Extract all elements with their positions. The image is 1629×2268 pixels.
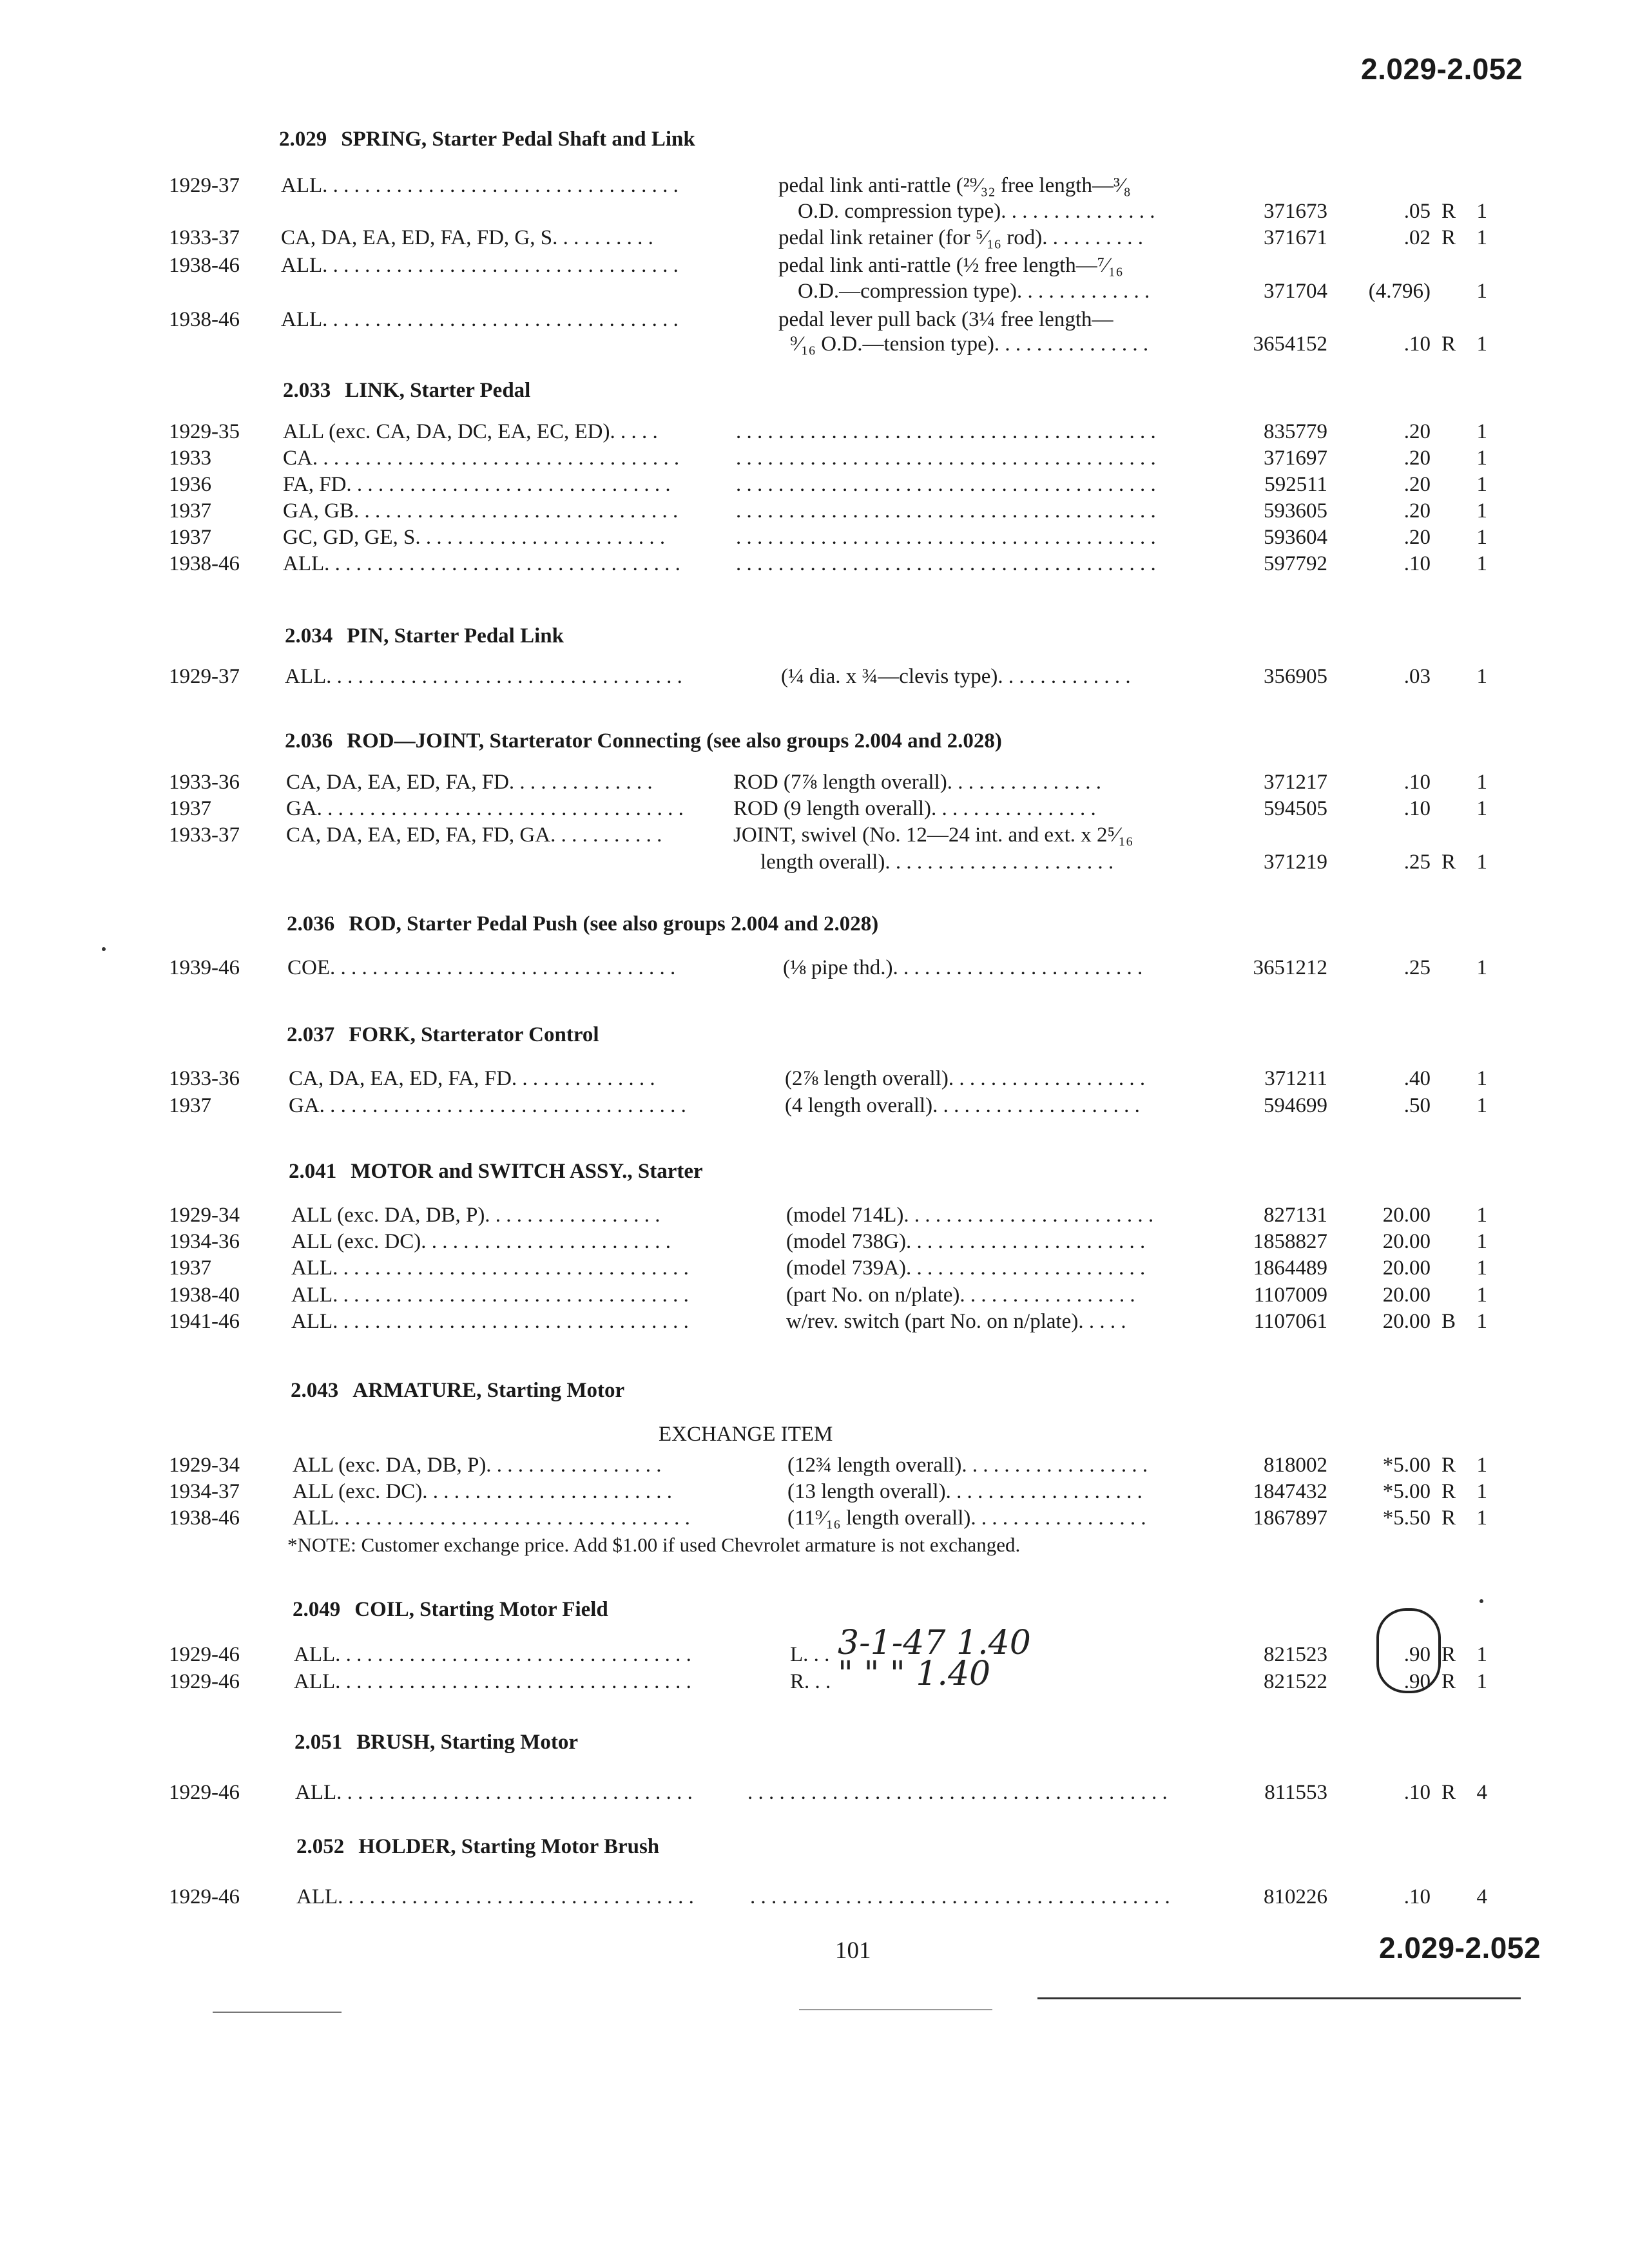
description-cell: (⅛ pipe thd.). . . . . . . . . . . . . . . . . . . . . . . .: [783, 956, 1143, 979]
year-cell: 1937: [169, 526, 211, 549]
price-cell: .10: [1403, 797, 1431, 820]
part-number-cell: 811553: [1264, 1781, 1327, 1804]
part-number-cell: 1864489: [1253, 1256, 1327, 1280]
price-cell: .25: [1403, 956, 1431, 979]
part-number-cell: 818002: [1264, 1454, 1327, 1477]
models-cell: ALL. . . . . . . . . . . . . . . . . . . . . . . . . . . . . . . . . .: [281, 174, 679, 197]
year-cell: 1941-46: [169, 1310, 240, 1333]
description-cell: (12¾ length overall). . . . . . . . . . . . . . . . . .: [787, 1454, 1148, 1477]
part-number-cell: 594699: [1264, 1094, 1327, 1117]
price-cell: 20.00: [1382, 1256, 1431, 1280]
part-row: [0, 1310, 1629, 1338]
part-number-cell: 821523: [1264, 1643, 1327, 1666]
price-cell: .20: [1403, 526, 1431, 549]
bottom-left-rule: [213, 2012, 342, 2013]
description-cell: (2⅞ length overall). . . . . . . . . . . . . . . . . . .: [785, 1067, 1146, 1090]
coil-right-label: R. . .: [790, 1670, 831, 1693]
quantity-cell: 1: [1476, 665, 1487, 688]
price-cell: 20.00: [1382, 1310, 1431, 1333]
section-title: SPRING, Starter Pedal Shaft and Link: [341, 128, 695, 151]
flag-cell: R: [1441, 1670, 1456, 1693]
price-cell: .02: [1403, 226, 1431, 249]
part-row: [0, 226, 1629, 255]
quantity-cell: 1: [1476, 771, 1487, 794]
description-cell: O.D. compression type). . . . . . . . . . . . . . .: [798, 200, 1155, 223]
description-cell: JOINT, swivel (No. 12—24 int. and ext. x 2⁵⁄₁₆: [733, 823, 1133, 847]
models-cell: ALL. . . . . . . . . . . . . . . . . . . . . . . . . . . . . . . . . .: [281, 308, 679, 331]
description-cell: (11⁹⁄₁₆ length overall). . . . . . . . . . . . . . . . .: [787, 1506, 1146, 1530]
quantity-cell: 1: [1476, 280, 1487, 303]
price-cell: *5.00: [1382, 1454, 1431, 1477]
price-cell: 20.00: [1382, 1230, 1431, 1253]
quantity-cell: 1: [1476, 1670, 1487, 1693]
price-cell: .50: [1403, 1094, 1431, 1117]
part-row: [0, 1230, 1629, 1258]
section-number: 2.041: [289, 1160, 337, 1183]
models-cell: ALL. . . . . . . . . . . . . . . . . . . . . . . . . . . . . . . . . .: [291, 1256, 689, 1280]
bottom-mid-rule: [799, 2009, 992, 2010]
models-cell: CA, DA, EA, ED, FA, FD, G, S. . . . . . . . . .: [281, 226, 653, 249]
models-cell: ALL. . . . . . . . . . . . . . . . . . . . . . . . . . . . . . . . . .: [293, 1506, 690, 1530]
part-number-cell: 371704: [1264, 280, 1327, 303]
part-number-cell: 371217: [1264, 771, 1327, 794]
quantity-cell: 1: [1476, 1506, 1487, 1530]
quantity-cell: 1: [1476, 200, 1487, 223]
models-cell: GA. . . . . . . . . . . . . . . . . . . . . . . . . . . . . . . . . . .: [286, 797, 684, 820]
part-row: [0, 1454, 1629, 1482]
price-cell: .10: [1403, 332, 1431, 356]
models-cell: ALL (exc. CA, DA, DC, EA, EC, ED). . . . .: [283, 420, 658, 443]
price-cell: .20: [1403, 447, 1431, 470]
models-cell: ALL (exc. DC). . . . . . . . . . . . . . . . . . . . . . . .: [293, 1480, 673, 1503]
models-cell: ALL. . . . . . . . . . . . . . . . . . . . . . . . . . . . . . . . . .: [294, 1643, 691, 1666]
section-title: BRUSH, Starting Motor: [356, 1731, 578, 1754]
year-cell: 1929-34: [169, 1454, 240, 1477]
price-cell: .20: [1403, 499, 1431, 523]
quantity-cell: 4: [1476, 1781, 1487, 1804]
part-row: [0, 1480, 1629, 1508]
section-title: HOLDER, Starting Motor Brush: [358, 1835, 660, 1858]
part-row: [0, 552, 1629, 581]
section-heading-2-049: [293, 1598, 608, 1622]
year-cell: 1929-37: [169, 174, 240, 197]
price-cell: .20: [1403, 473, 1431, 496]
section-heading-2-051: [294, 1731, 578, 1754]
section-heading-2-033: [283, 379, 530, 403]
models-cell: ALL (exc. DA, DB, P). . . . . . . . . . . . . . . . .: [293, 1454, 662, 1477]
flag-cell: R: [1441, 850, 1456, 874]
description-cell: . . . . . . . . . . . . . . . . . . . . . . . . . . . . . . . . . . . . . . . .: [750, 1885, 1170, 1908]
part-row: [0, 499, 1629, 528]
exchange-item-label: EXCHANGE ITEM: [659, 1423, 833, 1446]
part-number-cell: 356905: [1264, 665, 1327, 688]
section-title: ROD—JOINT, Starterator Connecting (see also groups 2.004 and 2.028): [347, 729, 1002, 753]
part-row: [0, 1781, 1629, 1809]
year-cell: 1933-37: [169, 226, 240, 249]
coil-left-label: L. . .: [790, 1643, 830, 1666]
section-title: ARMATURE, Starting Motor: [352, 1379, 625, 1402]
section-title: FORK, Starterator Control: [349, 1023, 599, 1046]
description-cell: . . . . . . . . . . . . . . . . . . . . . . . . . . . . . . . . . . . . . . . .: [747, 1781, 1168, 1804]
description-cell: (model 739A). . . . . . . . . . . . . . . . . . . . . . .: [786, 1256, 1146, 1280]
price-cell: .90: [1403, 1643, 1431, 1666]
part-row: [0, 956, 1629, 985]
flag-cell: R: [1441, 1643, 1456, 1666]
quantity-cell: 1: [1476, 1310, 1487, 1333]
description-cell: pedal link anti-rattle (²⁹⁄₃₂ free length—³⁄₈: [778, 174, 1131, 197]
flag-cell: R: [1441, 332, 1456, 356]
year-cell: 1929-35: [169, 420, 240, 443]
section-number: 2.049: [293, 1598, 341, 1621]
part-number-cell: 597792: [1264, 552, 1327, 575]
description-cell: (13 length overall). . . . . . . . . . . . . . . . . . .: [787, 1480, 1142, 1503]
price-cell: .25: [1403, 850, 1431, 874]
page-number: 101: [835, 1937, 871, 1964]
year-cell: 1936: [169, 473, 211, 496]
models-cell: ALL. . . . . . . . . . . . . . . . . . . . . . . . . . . . . . . . . .: [294, 1670, 691, 1693]
description-cell: ROD (9 length overall). . . . . . . . . . . . . . . .: [733, 797, 1096, 820]
models-cell: ALL. . . . . . . . . . . . . . . . . . . . . . . . . . . . . . . . . .: [291, 1283, 689, 1307]
year-cell: 1929-37: [169, 665, 240, 688]
year-cell: 1933-36: [169, 771, 240, 794]
description-cell: . . . . . . . . . . . . . . . . . . . . . . . . . . . . . . . . . . . . . . . .: [736, 473, 1156, 496]
price-cell: .03: [1403, 665, 1431, 688]
models-cell: CA, DA, EA, ED, FA, FD. . . . . . . . . . . . . .: [289, 1067, 655, 1090]
models-cell: ALL. . . . . . . . . . . . . . . . . . . . . . . . . . . . . . . . . .: [283, 552, 680, 575]
description-cell: . . . . . . . . . . . . . . . . . . . . . . . . . . . . . . . . . . . . . . . .: [736, 420, 1156, 443]
section-title: LINK, Starter Pedal: [345, 379, 531, 402]
models-cell: ALL (exc. DA, DB, P). . . . . . . . . . . . . . . . .: [291, 1204, 660, 1227]
part-number-cell: 3654152: [1253, 332, 1327, 356]
flag-cell: R: [1441, 1506, 1456, 1530]
part-number-cell: 1847432: [1253, 1480, 1327, 1503]
section-heading-2-037: [287, 1023, 599, 1047]
year-cell: 1937: [169, 797, 211, 820]
year-cell: 1929-46: [169, 1885, 240, 1908]
models-cell: CA, DA, EA, ED, FA, FD, GA. . . . . . . . . . .: [286, 823, 662, 847]
flag-cell: R: [1441, 1454, 1456, 1477]
price-circle-mark: [1376, 1608, 1441, 1693]
price-cell: .40: [1403, 1067, 1431, 1090]
price-cell: 20.00: [1382, 1204, 1431, 1227]
description-cell: pedal link retainer (for ⁵⁄₁₆ rod). . . . . . . . . .: [778, 226, 1144, 249]
quantity-cell: 1: [1476, 1454, 1487, 1477]
part-row: [0, 200, 1629, 228]
description-cell: . . . . . . . . . . . . . . . . . . . . . . . . . . . . . . . . . . . . . . . .: [736, 447, 1156, 470]
section-number: 2.036: [287, 912, 335, 936]
quantity-cell: 1: [1476, 797, 1487, 820]
section-number: 2.051: [294, 1731, 343, 1754]
price-cell: .90: [1403, 1670, 1431, 1693]
section-number: 2.033: [283, 379, 331, 402]
year-cell: 1939-46: [169, 956, 240, 979]
coil-right-handwriting: " " " 1.40: [838, 1655, 991, 1693]
section-title: MOTOR and SWITCH ASSY., Starter: [351, 1160, 703, 1183]
description-cell: (model 714L). . . . . . . . . . . . . . . . . . . . . . . .: [786, 1204, 1154, 1227]
description-cell: (model 738G). . . . . . . . . . . . . . . . . . . . . . .: [786, 1230, 1146, 1253]
section-heading-2-043: [291, 1379, 624, 1403]
models-cell: FA, FD. . . . . . . . . . . . . . . . . . . . . . . . . . . . . . .: [283, 473, 671, 496]
year-cell: 1929-46: [169, 1670, 240, 1693]
quantity-cell: 1: [1476, 226, 1487, 249]
description-cell: pedal link anti-rattle (½ free length—⁷⁄₁₆: [778, 254, 1123, 277]
year-cell: 1934-36: [169, 1230, 240, 1253]
price-cell: .10: [1403, 1885, 1431, 1908]
description-cell: (¼ dia. x ¾—clevis type). . . . . . . . . . . . .: [781, 665, 1131, 688]
quantity-cell: 1: [1476, 332, 1487, 356]
part-number-cell: 1867897: [1253, 1506, 1327, 1530]
section-heading-2-029: [279, 128, 695, 151]
year-cell: 1937: [169, 1094, 211, 1117]
section-heading-2-036-joint: [285, 729, 1002, 753]
year-cell: 1938-46: [169, 552, 240, 575]
exchange-note: *NOTE: Customer exchange price. Add $1.00 if used Chevrolet armature is not exchanged.: [287, 1533, 1021, 1556]
section-title: PIN, Starter Pedal Link: [347, 624, 564, 648]
year-cell: 1938-46: [169, 254, 240, 277]
part-row: [0, 823, 1629, 852]
part-row: [0, 332, 1629, 361]
quantity-cell: 1: [1476, 1067, 1487, 1090]
part-row: [0, 254, 1629, 282]
part-row: [0, 1204, 1629, 1232]
year-cell: 1933: [169, 447, 211, 470]
part-number-cell: 371697: [1264, 447, 1327, 470]
part-number-cell: 821522: [1264, 1670, 1327, 1693]
coil-left-handwriting: 3-1-47 1.40: [838, 1624, 1031, 1662]
models-cell: ALL. . . . . . . . . . . . . . . . . . . . . . . . . . . . . . . . . .: [285, 665, 682, 688]
part-number-cell: 371211: [1264, 1067, 1327, 1090]
quantity-cell: 1: [1476, 1230, 1487, 1253]
description-cell: (part No. on n/plate). . . . . . . . . . . . . . . . .: [786, 1283, 1135, 1307]
part-row: [0, 797, 1629, 825]
year-cell: 1934-37: [169, 1480, 240, 1503]
models-cell: ALL (exc. DC). . . . . . . . . . . . . . . . . . . . . . . .: [291, 1230, 671, 1253]
year-cell: 1933-37: [169, 823, 240, 847]
part-row: [0, 280, 1629, 308]
models-cell: ALL. . . . . . . . . . . . . . . . . . . . . . . . . . . . . . . . . .: [291, 1310, 689, 1333]
part-row: [0, 420, 1629, 448]
part-row: [0, 850, 1629, 879]
year-cell: 1929-46: [169, 1781, 240, 1804]
models-cell: GA. . . . . . . . . . . . . . . . . . . . . . . . . . . . . . . . . . .: [289, 1094, 686, 1117]
models-cell: GA, GB. . . . . . . . . . . . . . . . . . . . . . . . . . . . . . .: [283, 499, 679, 523]
part-row: [0, 473, 1629, 501]
part-number-cell: 371673: [1264, 200, 1327, 223]
description-cell: ROD (7⅞ length overall). . . . . . . . . . . . . . .: [733, 771, 1102, 794]
price-cell: (4.796): [1368, 280, 1431, 303]
part-row: [0, 1067, 1629, 1095]
part-number-cell: 810226: [1264, 1885, 1327, 1908]
part-number-cell: 371219: [1264, 850, 1327, 874]
year-cell: 1929-46: [169, 1643, 240, 1666]
part-number-cell: 593604: [1264, 526, 1327, 549]
quantity-cell: 1: [1476, 956, 1487, 979]
models-cell: GC, GD, GE, S. . . . . . . . . . . . . . . . . . . . . . . .: [283, 526, 666, 549]
description-cell: ⁹⁄₁₆ O.D.—tension type). . . . . . . . . . . . . . .: [790, 332, 1149, 356]
flag-cell: R: [1441, 226, 1456, 249]
models-cell: ALL. . . . . . . . . . . . . . . . . . . . . . . . . . . . . . . . . .: [296, 1885, 694, 1908]
part-number-cell: 835779: [1264, 420, 1327, 443]
scan-speck: [102, 947, 106, 951]
part-number-cell: 1107061: [1253, 1310, 1327, 1333]
section-title: COIL, Starting Motor Field: [354, 1598, 608, 1621]
part-row: [0, 174, 1629, 202]
price-cell: .05: [1403, 200, 1431, 223]
quantity-cell: 1: [1476, 1256, 1487, 1280]
part-number-cell: 1107009: [1253, 1283, 1327, 1307]
scan-speck: [1480, 1599, 1483, 1603]
models-cell: COE. . . . . . . . . . . . . . . . . . . . . . . . . . . . . . . . .: [287, 956, 676, 979]
price-cell: *5.00: [1382, 1480, 1431, 1503]
description-cell: length overall). . . . . . . . . . . . . . . . . . . . . .: [760, 850, 1114, 874]
part-number-cell: 593605: [1264, 499, 1327, 523]
part-number-cell: 827131: [1264, 1204, 1327, 1227]
quantity-cell: 1: [1476, 1204, 1487, 1227]
section-heading-2-034: [285, 624, 564, 648]
price-cell: .10: [1403, 771, 1431, 794]
year-cell: 1937: [169, 499, 211, 523]
quantity-cell: 1: [1476, 552, 1487, 575]
description-cell: O.D.—compression type). . . . . . . . . . . . .: [798, 280, 1150, 303]
quantity-cell: 1: [1476, 420, 1487, 443]
quantity-cell: 1: [1476, 1283, 1487, 1307]
quantity-cell: 4: [1476, 1885, 1487, 1908]
section-number: 2.052: [296, 1835, 345, 1858]
section-number: 2.034: [285, 624, 333, 648]
section-heading-2-052: [296, 1835, 659, 1859]
year-cell: 1938-46: [169, 1506, 240, 1530]
part-row: [0, 1885, 1629, 1914]
price-cell: .10: [1403, 552, 1431, 575]
part-row: [0, 447, 1629, 475]
part-row: [0, 771, 1629, 799]
part-row: [0, 1283, 1629, 1312]
part-row: [0, 1094, 1629, 1122]
description-cell: . . . . . . . . . . . . . . . . . . . . . . . . . . . . . . . . . . . . . . . .: [736, 526, 1156, 549]
part-row: [0, 665, 1629, 693]
description-cell: . . . . . . . . . . . . . . . . . . . . . . . . . . . . . . . . . . . . . . . .: [736, 552, 1156, 575]
description-cell: w/rev. switch (part No. on n/plate). . . . .: [786, 1310, 1126, 1333]
price-cell: .10: [1403, 1781, 1431, 1804]
part-number-cell: 592511: [1264, 473, 1327, 496]
quantity-cell: 1: [1476, 499, 1487, 523]
description-cell: pedal lever pull back (3¼ free length—: [778, 308, 1113, 331]
models-cell: ALL. . . . . . . . . . . . . . . . . . . . . . . . . . . . . . . . . .: [281, 254, 679, 277]
quantity-cell: 1: [1476, 1480, 1487, 1503]
quantity-cell: 1: [1476, 447, 1487, 470]
models-cell: ALL. . . . . . . . . . . . . . . . . . . . . . . . . . . . . . . . . .: [295, 1781, 693, 1804]
section-number: 2.037: [287, 1023, 335, 1046]
description-cell: . . . . . . . . . . . . . . . . . . . . . . . . . . . . . . . . . . . . . . . .: [736, 499, 1156, 523]
page-range-bottom: 2.029-2.052: [1379, 1931, 1541, 1965]
price-cell: .20: [1403, 420, 1431, 443]
part-number-cell: 1858827: [1253, 1230, 1327, 1253]
flag-cell: R: [1441, 1480, 1456, 1503]
quantity-cell: 1: [1476, 526, 1487, 549]
description-cell: (4 length overall). . . . . . . . . . . . . . . . . . . .: [785, 1094, 1140, 1117]
flag-cell: R: [1441, 1781, 1456, 1804]
part-number-cell: 594505: [1264, 797, 1327, 820]
year-cell: 1938-46: [169, 308, 240, 331]
part-row: [0, 1256, 1629, 1285]
page-range-top: 2.029-2.052: [1361, 52, 1523, 86]
part-row: [0, 1506, 1629, 1535]
part-number-cell: 371671: [1264, 226, 1327, 249]
flag-cell: B: [1441, 1310, 1456, 1333]
flag-cell: R: [1441, 200, 1456, 223]
section-heading-2-036-rod: [287, 912, 878, 936]
price-cell: *5.50: [1382, 1506, 1431, 1530]
quantity-cell: 1: [1476, 473, 1487, 496]
bottom-rule: [1037, 1997, 1521, 1999]
section-number: 2.029: [279, 128, 327, 151]
quantity-cell: 1: [1476, 1094, 1487, 1117]
part-number-cell: 3651212: [1253, 956, 1327, 979]
quantity-cell: 1: [1476, 850, 1487, 874]
section-title: ROD, Starter Pedal Push (see also groups 2.004 and 2.028): [349, 912, 879, 936]
quantity-cell: 1: [1476, 1643, 1487, 1666]
part-row: [0, 526, 1629, 554]
year-cell: 1938-40: [169, 1283, 240, 1307]
price-cell: 20.00: [1382, 1283, 1431, 1307]
section-number: 2.043: [291, 1379, 339, 1402]
models-cell: CA. . . . . . . . . . . . . . . . . . . . . . . . . . . . . . . . . . .: [283, 447, 680, 470]
section-number: 2.036: [285, 729, 333, 753]
models-cell: CA, DA, EA, ED, FA, FD. . . . . . . . . . . . . .: [286, 771, 653, 794]
year-cell: 1937: [169, 1256, 211, 1280]
section-heading-2-041: [289, 1160, 703, 1184]
year-cell: 1933-36: [169, 1067, 240, 1090]
year-cell: 1929-34: [169, 1204, 240, 1227]
